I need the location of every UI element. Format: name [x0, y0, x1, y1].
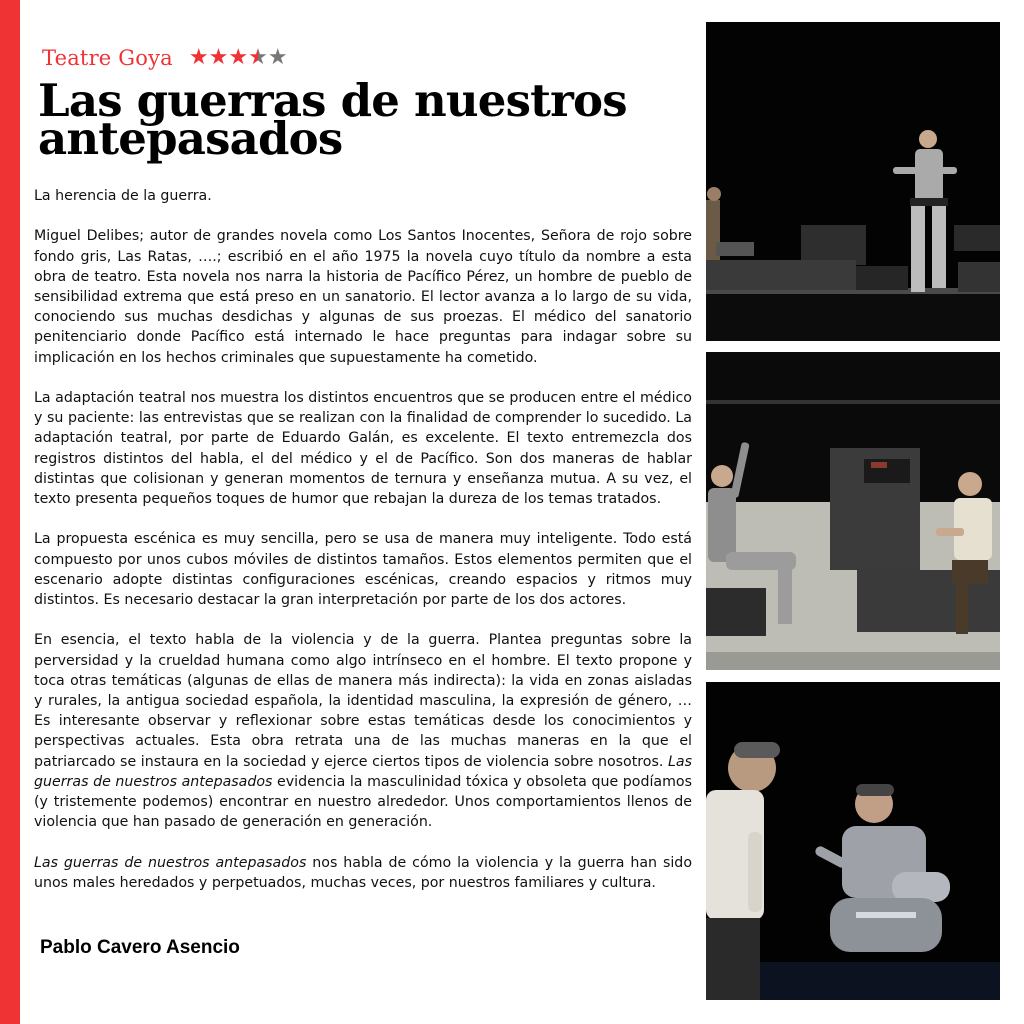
article-lead: La herencia de la guerra. — [34, 188, 212, 204]
stage-photo-actors-seated-cubes-icon — [706, 352, 1000, 670]
article-paragraph-1: Miguel Delibes; autor de grandes novela como Los Santos Inocentes, Señora de rojo sobre fondo gris, Las Ratas, ….; escribió en el año 1975 la novela cuyo título da nombre a esta obra de teatro. Esta novela nos narra la historia de Pacífico Pérez, un hombre de pueblo de sensibilidad extrema que está preso en un sanatorio. El lector avanza a lo largo de su vida, conociendo sus muchas desdichas y algunas de sus proezas. El médico del sanatorio penitenciario donde Pacífico está internado le hace preguntas para indagar sobre su implicación en los hechos criminales que supuestamente ha cometido. — [34, 228, 692, 366]
star-icon: ★ — [267, 45, 288, 70]
article-body — [34, 186, 692, 913]
article-paragraph-2: La adaptación teatral nos muestra los distintos encuentros que se producen entre el médico y su paciente: las entrevistas que se realizan con la finalidad de comprender lo sucedido. La adaptación teatral, por parte de Eduardo Galán, es excelente. El texto entremezcla dos registros distintos del habla, el del médico y el de Pacífico. Son dos maneras de hablar distintas que colisionan y generan momentos de ternura y enseñanza mutua. A su vez, el texto presenta pequeños toques de humor que rebajan la dureza de los temas tratados. — [34, 390, 692, 508]
star-icon: ★ — [208, 45, 229, 70]
star-icon: ★ — [248, 45, 268, 70]
article-paragraph-4 — [34, 630, 692, 832]
stage-photo-actors-closeup-icon — [706, 682, 1000, 1000]
article-paragraph-3: La propuesta escénica es muy sencilla, pero se usa de manera muy inteligente. Todo está compuesto por unos cubos móviles de distintos tamaños. Estos elementos permiten que el escenario adopte distintas configuraciones escénicas, creando espacios y ritmos muy distintos. Es necesario destacar la gran interpretación por parte de los dos actores. — [34, 531, 692, 609]
author-name: Pablo Cavero Asencio — [40, 937, 240, 958]
star-icon: ★ — [228, 45, 249, 70]
page-title: Las guerras de nuestros antepasados — [38, 74, 627, 165]
venue-name: Teatre Goya — [42, 46, 173, 70]
article-paragraph-4-tail: evidencia la masculinidad tóxica y obsoleta que podíamos (y tristemente podemos) encontrar en nuestro alrededor. Unos comportamientos llenos de violencia que han pasado de generación en generación. — [34, 773, 692, 831]
stage-photo-actor-standing-icon — [706, 22, 1000, 341]
article-paragraph-5 — [34, 853, 692, 893]
play-title-italic: Las guerras de nuestros antepasados — [34, 854, 307, 871]
play-title-italic: Las guerras de nuestros antepasados — [34, 753, 693, 790]
red-side-bar — [0, 0, 20, 1024]
article-paragraph-4-text: En esencia, el texto habla de la violencia y de la guerra. Plantea preguntas sobre la perversidad y la crueldad humana como algo intrínseco en el hombre. El texto propone y toca otras temáticas (algunas de ellas de manera más indirecta): la vida en zonas aisladas y rurales, la antigua sociedad española, la identidad masculina, la expresión de género, … Es interesante observar y reflexionar sobre estas temáticas desde los conocimientos y perspectivas actuales. Esta obra retrata una de las muchas maneras en la que el patriarcado se instaura en la sociedad y ejerce ciertos tipos de violencia sobre nosotros. — [34, 632, 692, 770]
star-rating — [189, 47, 288, 69]
stage-photo-2 — [706, 352, 1000, 670]
venue-rating-row — [42, 42, 288, 74]
stage-photo-1 — [706, 22, 1000, 341]
article-paragraph-5-tail: nos habla de cómo la violencia y la guerra han sido unos males heredados y perpetuados, muchas veces, por nuestros familiares y cultura. — [34, 854, 692, 891]
stage-photo-3 — [706, 682, 1000, 1000]
star-icon: ★ — [188, 45, 209, 70]
